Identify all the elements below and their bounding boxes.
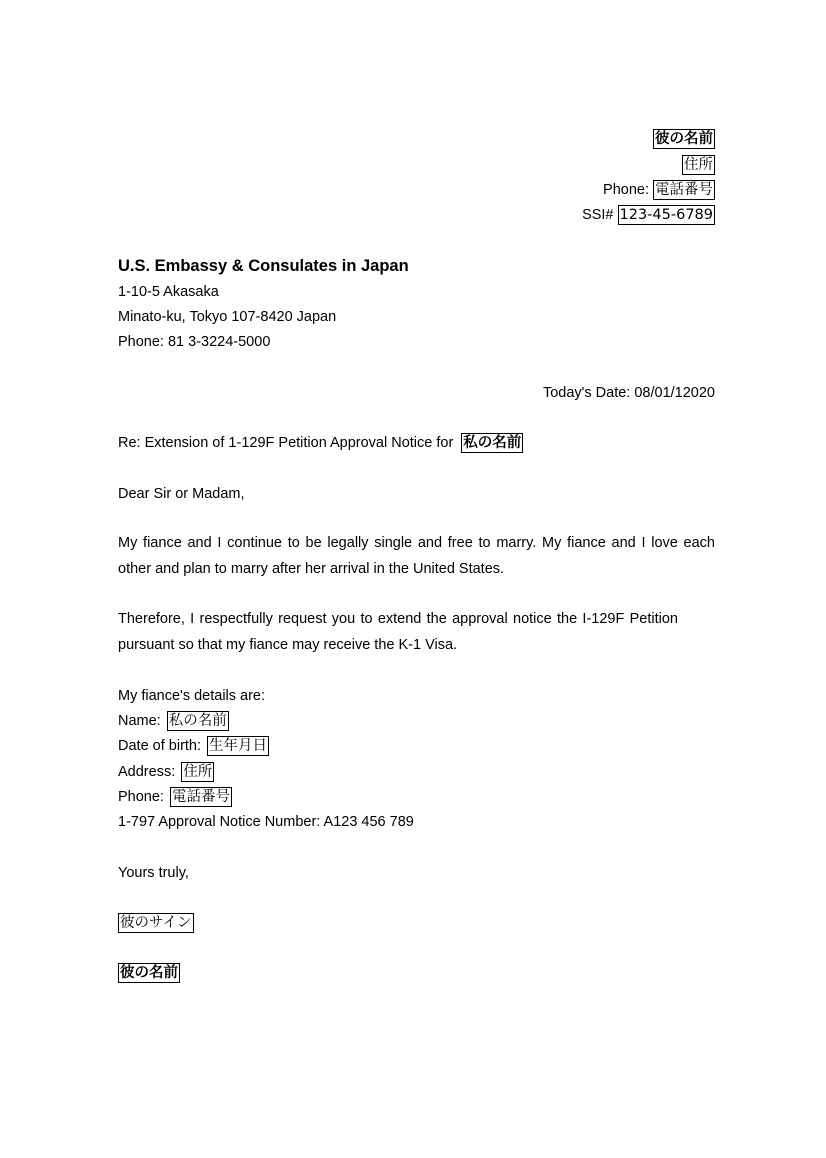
signature-line [118,913,194,933]
closing: Yours truly, [118,865,189,881]
sender-address: 住所 [684,157,713,173]
subject-prefix: Re: Extension of 1-129F Petition Approval Notice for [118,435,454,451]
recipient-phone: Phone: 81 3-3224-5000 [118,334,271,350]
sender-phone-line [603,180,715,200]
sender-ssi-line [582,205,715,225]
details-name-value: 私の名前 [168,713,227,729]
details-address-line [118,762,214,782]
sender-address-line [682,155,715,175]
recipient-org: U.S. Embassy & Consulates in Japan [118,257,409,275]
details-phone-label: Phone: [118,789,164,805]
sender-ssi-value: 123-45-6789 [619,207,713,223]
sender-phone-label: Phone: [603,182,649,198]
subject-line [118,433,523,453]
details-name-label: Name: [118,713,161,729]
signer-name: 彼の名前 [120,965,178,981]
details-notice: 1-797 Approval Notice Number: A123 456 789 [118,814,414,830]
sender-phone-value: 電話番号 [655,182,713,198]
signature: 彼のサイン [120,915,192,931]
sender-ssi-label: SSI# [582,207,614,223]
recipient-address-1: 1-10-5 Akasaka [118,284,219,300]
sender-name: 彼の名前 [655,131,713,147]
details-phone-line [118,787,232,807]
details-intro: My fiance's details are: [118,688,266,704]
paragraph-1: My fiance and I continue to be legally single and free to marry. My fiance and I love each other and plan to marry after her arrival in the United States. [118,535,715,577]
recipient-address-2: Minato-ku, Tokyo 107-8420 Japan [118,309,337,325]
signer-name-line [118,963,180,983]
details-phone-value: 電話番号 [171,789,230,805]
details-dob-line [118,736,269,756]
details-name-line [118,711,229,731]
details-dob-value: 生年月日 [209,738,268,754]
details-address-value: 住所 [183,764,213,780]
subject-name: 私の名前 [463,435,522,451]
paragraph-2: Therefore, I respectfully request you to extend the approval notice the I-129F Petition pursuant so that my fiance may receive the K-1 Visa. [118,611,678,653]
salutation: Dear Sir or Madam, [118,486,245,502]
details-dob-label: Date of birth: [118,738,202,754]
details-address-label: Address: [118,764,176,780]
date-line: Today's Date: 08/01/12020 [542,385,715,401]
sender-name-line [653,129,715,149]
